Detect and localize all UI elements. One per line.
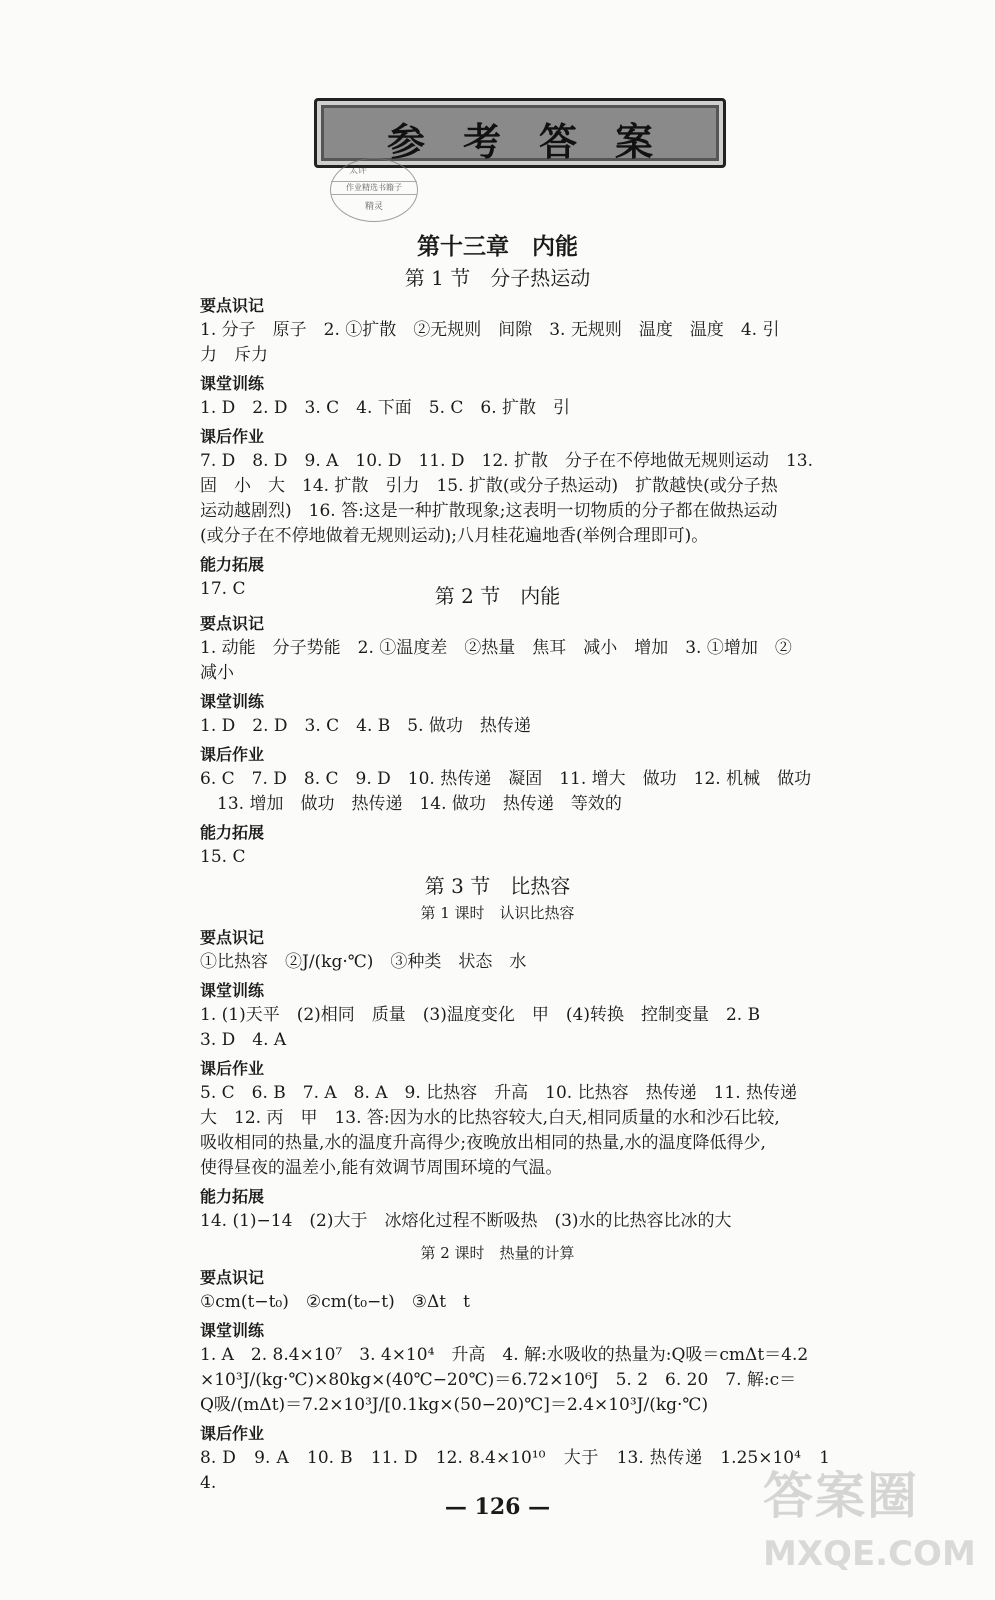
homework-heading: 课后作业: [200, 745, 265, 764]
stamp-top-text: 太评: [349, 166, 368, 176]
answer-line: (或分子在不停地做着无规则运动);八月桂花遍地香(举例合理即可)。: [200, 526, 709, 546]
section-3a-body: [200, 922, 830, 1234]
section-title: 第 3 节 比热容: [424, 874, 571, 898]
key-points-heading: 要点识记: [200, 296, 265, 315]
answer-line: 6. C 7. D 8. C 9. D 10. 热传递 凝固 11. 增大 做功 12. 机械 做功: [200, 769, 812, 789]
answer-line: 1. (1)天平 (2)相同 质量 (3)温度变化 甲 (4)转换 控制变量 2. B: [200, 1005, 761, 1025]
section-1-body: [200, 290, 830, 602]
answer-line: Q吸/(mΔt)＝7.2×10³J/[0.1kg×(50−20)℃]＝2.4×10³J/(kg·℃): [200, 1395, 709, 1415]
key-points-heading: 要点识记: [200, 614, 265, 633]
banner-title: 参考答案: [386, 120, 691, 164]
stamp-seal: [330, 158, 418, 222]
answer-line: 运动越剧烈) 16. 答:这是一种扩散现象;这表明一切物质的分子都在做热运动: [200, 501, 778, 521]
class-training-heading: 课堂训练: [200, 1321, 265, 1340]
watermark-url: MXQE.COM: [763, 1534, 976, 1574]
homework-heading: 课后作业: [200, 1424, 265, 1443]
answer-line: 减小: [200, 663, 234, 683]
answer-line: 1. D 2. D 3. C 4. B 5. 做功 热传递: [200, 716, 531, 736]
watermark-logo: 答案圈: [763, 1467, 919, 1525]
section-title: 第 2 节 内能: [434, 584, 561, 608]
key-points-heading: 要点识记: [200, 928, 265, 947]
chapter-title: 第十三章 内能: [417, 234, 578, 260]
answer-line: 固 小 大 14. 扩散 引力 15. 扩散(或分子热运动) 扩散越快(或分子热: [200, 476, 778, 496]
answer-line: 使得昼夜的温差小,能有效调节周围环境的气温。: [200, 1158, 563, 1178]
class-training-heading: 课堂训练: [200, 692, 265, 711]
answer-line: 1. D 2. D 3. C 4. 下面 5. C 6. 扩散 引: [200, 398, 571, 418]
ability-heading: 能力拓展: [200, 1187, 265, 1206]
ability-heading: 能力拓展: [200, 555, 265, 574]
answer-line: 8. D 9. A 10. B 11. D 12. 8.4×10¹⁰ 大于 13. 热传递 1.25×10⁴ 14.: [200, 1448, 830, 1493]
class-training-heading: 课堂训练: [200, 981, 265, 1000]
answer-line: 14. (1)−14 (2)大于 冰熔化过程不断吸热 (3)水的比热容比冰的大: [200, 1211, 732, 1231]
answer-line: ①比热容 ②J/(kg·℃) ③种类 状态 水: [200, 952, 527, 972]
answer-line: ×10³J/(kg·℃)×80kg×(40℃−20℃)＝6.72×10⁶J 5. 2 6. 20 7. 解:c＝: [200, 1370, 797, 1390]
stamp-bottom-text: 精灵: [364, 202, 383, 212]
ability-heading: 能力拓展: [200, 823, 265, 842]
section-2-body: [200, 608, 830, 870]
answer-line: 13. 增加 做功 热传递 14. 做功 热传递 等效的: [200, 794, 622, 814]
lesson-title: 第 2 课时 热量的计算: [420, 1244, 575, 1262]
answer-line: 1. A 2. 8.4×10⁷ 3. 4×10⁴ 升高 4. 解:水吸收的热量为:Q吸＝cmΔt＝4.2: [200, 1345, 809, 1365]
section-title: 第 1 节 分子热运动: [404, 266, 591, 290]
key-points-heading: 要点识记: [200, 1268, 265, 1287]
lesson-title: 第 1 课时 认识比热容: [420, 904, 575, 922]
page-number: — 126 —: [444, 1494, 551, 1520]
class-training-heading: 课堂训练: [200, 374, 265, 393]
homework-heading: 课后作业: [200, 1059, 265, 1078]
answer-line: 1. 动能 分子势能 2. ①温度差 ②热量 焦耳 减小 增加 3. ①增加 ②: [200, 638, 792, 658]
answer-line: 3. D 4. A: [200, 1030, 287, 1050]
answer-line: 5. C 6. B 7. A 8. A 9. 比热容 升高 10. 比热容 热传递 11. 热传递: [200, 1083, 798, 1103]
answer-line: 大 12. 丙 甲 13. 答:因为水的比热容较大,白天,相同质量的水和沙石比较,: [200, 1108, 780, 1128]
answer-line: 力 斥力: [200, 345, 268, 365]
section-3b-body: [200, 1262, 830, 1496]
answer-line: 7. D 8. D 9. A 10. D 11. D 12. 扩散 分子在不停地做无规则运动 13.: [200, 451, 814, 471]
watermark: [763, 1456, 983, 1586]
homework-heading: 课后作业: [200, 427, 265, 446]
stamp-middle-text: 作业精选书籍子: [331, 181, 417, 195]
answer-line: 17. C: [200, 579, 246, 599]
answer-line: 吸收相同的热量,水的温度升高得少;夜晚放出相同的热量,水的温度降低得少,: [200, 1133, 766, 1153]
answer-line: 15. C: [200, 847, 246, 867]
answer-line: 1. 分子 原子 2. ①扩散 ②无规则 间隙 3. 无规则 温度 温度 4. 引: [200, 320, 780, 340]
answer-line: ①cm(t−t₀) ②cm(t₀−t) ③Δt t: [200, 1292, 470, 1312]
